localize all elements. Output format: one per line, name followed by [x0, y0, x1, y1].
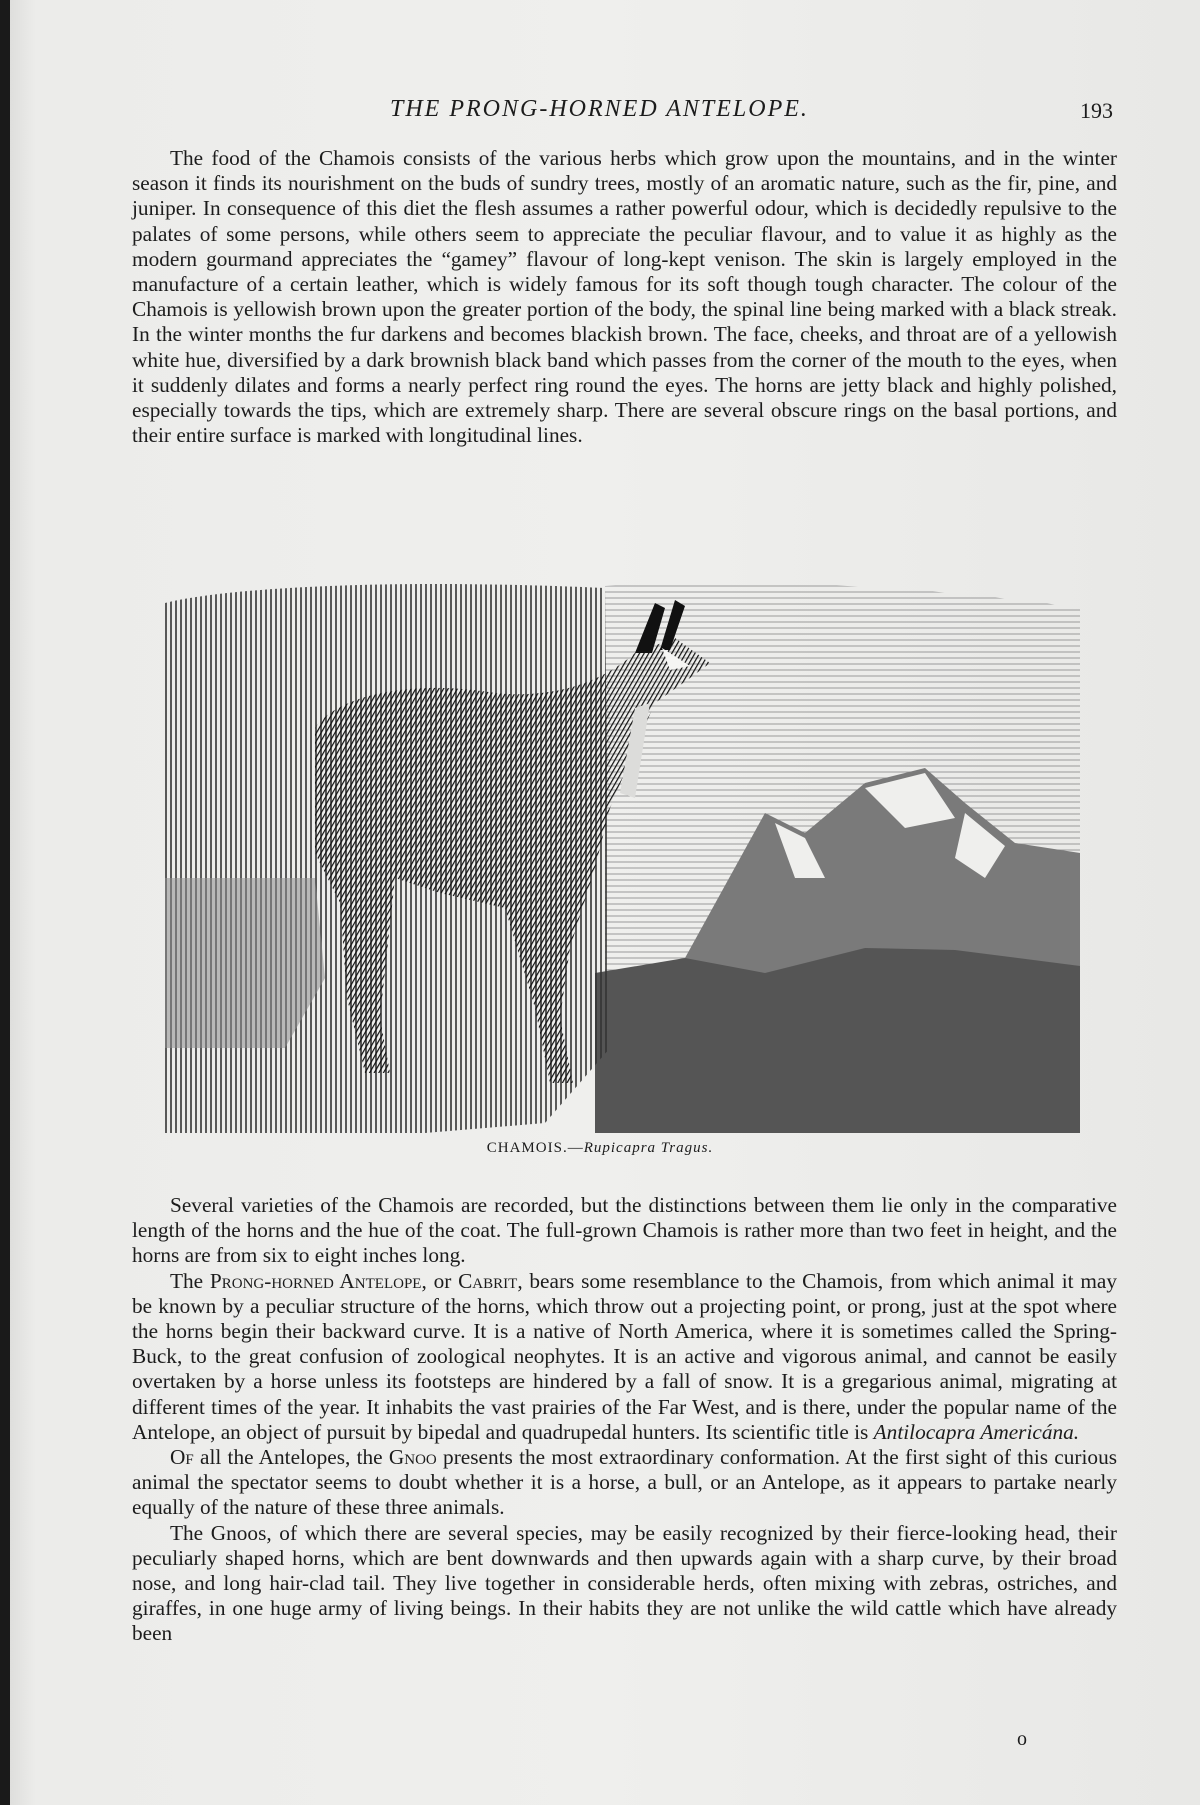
- gnoo-part1: all the Antelopes, the: [193, 1445, 389, 1470]
- text-block-bottom: [132, 1193, 1117, 1647]
- caption-latin-name: Rupicapra Tragus.: [583, 1140, 714, 1156]
- page-binding-edge: [0, 0, 10, 1805]
- paragraph-gnoo: [132, 1445, 1117, 1521]
- prong-mid: , or: [421, 1268, 459, 1293]
- signature-mark: o: [1017, 1728, 1027, 1750]
- prong-scientific-name: Antilocapra Americána.: [873, 1419, 1080, 1444]
- prong-body: , bears some resemblance to the Chamois, from which animal it may be known by a peculiar structure of the horns, which throw out a projecting point, or prong, just at the spot where the horns begin their backward curve. It is a native of North America, where it is sometimes called the Spring-Buck, to the great confusion of zoological neophytes. It is an active and vigorous animal, and cannot be easily overtaken by a horse unless its footsteps are hindered by a fall of snow. It is a gregarious animal, migrating at different times of the year. It inhabits the vast prairies of the Far West, and is there, under the popular name of the Antelope, an object of pursuit by bipedal and quadrupedal hunters. Its scientific title is: [132, 1268, 1118, 1444]
- figure-caption: [0, 1140, 1200, 1157]
- gnoo-part2: presents the most extraordinary conformation. At the first sight of this curious animal the spectator seems to doubt whether it is a horse, a bull, or an Antelope, as it appears to partake nearly equally of the nature of these three animals.: [132, 1445, 1118, 1520]
- text-block-top: [132, 146, 1117, 448]
- gnoo-name: Gnoo: [388, 1445, 437, 1470]
- prong-lead: The: [170, 1268, 210, 1293]
- paragraph-prong-horned: [132, 1269, 1117, 1445]
- foreground-ridge: [595, 948, 1080, 1133]
- paragraph-gnoos: The Gnoos, of which there are several species, may be easily recognized by their fierce-looking head, their peculiarly shaped horns, which are bent downwards and then upwards again with a sharp curve, by their broad nose, and long hair-clad tail. They live together in considerable herds, often mixing with zebras, ostriches, and giraffes, in one huge army of living beings. In their habits they are not unlike the wild cattle which have already been: [132, 1520, 1117, 1646]
- cabrit-name: Cabrit: [458, 1268, 518, 1293]
- chamois-engraving: [165, 578, 1080, 1133]
- prong-name: Prong-horned Antelope: [209, 1268, 422, 1293]
- page-number: 193: [1080, 98, 1113, 123]
- gnoo-lead: Of: [170, 1445, 194, 1470]
- running-title: THE PRONG-HORNED ANTELOPE.: [390, 96, 809, 122]
- caption-name: CHAMOIS.—: [486, 1140, 584, 1156]
- paragraph-varieties: Several varieties of the Chamois are recorded, but the distinctions between them lie only in the comparative length of the horns and the hue of the coat. The full-grown Chamois is rather more than two feet in height, and the horns are from six to eight inches long.: [132, 1193, 1117, 1268]
- paragraph-chamois-food: The food of the Chamois consists of the various herbs which grow upon the mountains, and in the winter season it finds its nourishment on the buds of sundry trees, mostly of an aromatic nature, such as the fir, pine, and juniper. In consequence of this diet the flesh assumes a rather powerful odour, which is decidedly repulsive to the palates of some persons, while others seem to appreciate the peculiar flavour, and to value it as highly as the modern gourmand appreciates the “gamey” flavour of long-kept venison. The skin is largely employed in the manufacture of a certain leather, which is widely famous for its soft though tough character. The colour of the Chamois is yellowish brown upon the greater portion of the body, the spinal line being marked with a black streak. In the winter months the fur darkens and becomes blackish brown. The face, cheeks, and throat are of a yellowish white hue, diversified by a dark brownish black band which passes from the corner of the mouth to the eyes, when it suddenly dilates and forms a nearly perfect ring round the eyes. The horns are jetty black and highly polished, especially towards the tips, which are extremely sharp. There are several obscure rings on the basal portions, and their entire surface is marked with longitudinal lines.: [132, 146, 1117, 448]
